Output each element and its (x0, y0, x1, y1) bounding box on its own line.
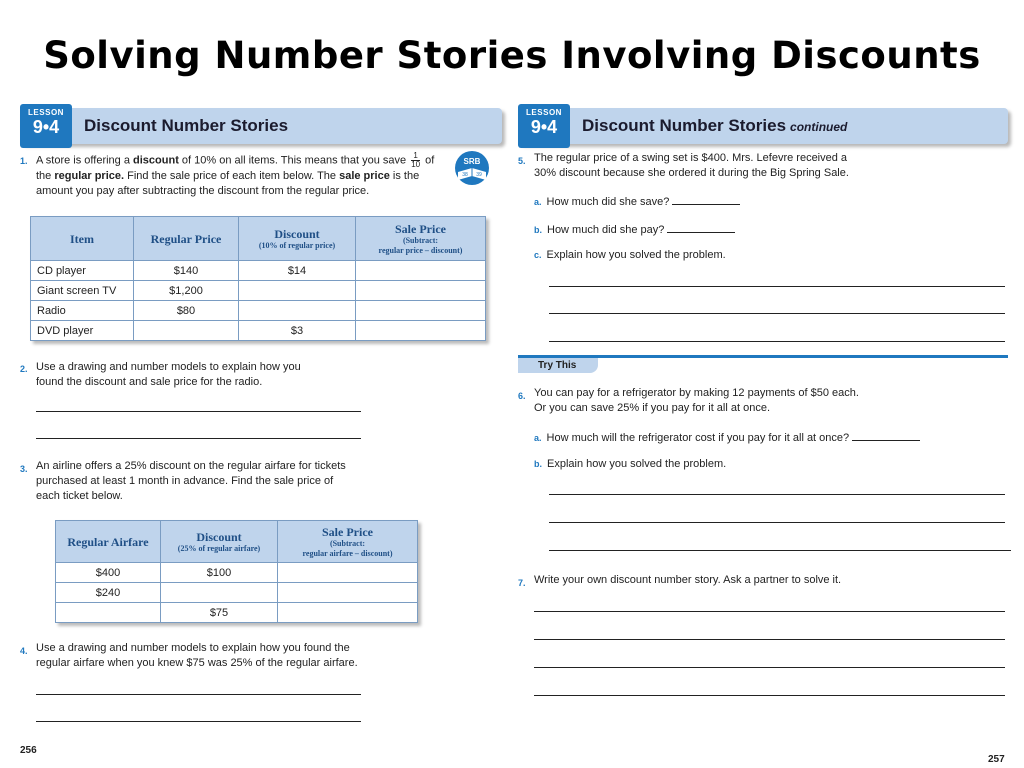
try-this-tab: Try This (518, 358, 598, 373)
q6-line-1: You can pay for a refrigerator by making 12 payments of $50 each. (534, 387, 859, 399)
q5c (534, 249, 726, 261)
table-row (31, 321, 486, 341)
cell-regular: $1,200 (134, 281, 239, 301)
th-airfare-sale-sub1: (Subtract: (329, 538, 366, 548)
q5a-label: a. (534, 197, 542, 207)
th-airfare-sale-main: Sale Price (322, 524, 373, 539)
cell-sale[interactable] (356, 301, 486, 321)
table-row (56, 563, 418, 583)
answer-line[interactable] (549, 550, 1011, 551)
q6b (534, 458, 726, 470)
lesson-banner (518, 108, 1008, 144)
answer-line[interactable] (36, 411, 361, 412)
q4-line-2: regular airfare when you knew $75 was 25% of the regular airfare. (36, 657, 358, 669)
th-discount (239, 217, 356, 261)
th-item (31, 217, 134, 261)
discount-table (30, 216, 486, 341)
q3-text (36, 459, 456, 504)
cell-regular: $80 (134, 301, 239, 321)
q4-number: 4. (20, 646, 28, 656)
q6b-label: b. (534, 459, 542, 469)
th-airfare-sale-sub2: regular airfare – discount) (302, 548, 393, 558)
cell-discount: $3 (239, 321, 356, 341)
answer-line[interactable] (36, 721, 361, 722)
page-number-left: 256 (20, 745, 37, 756)
th-regular-price (134, 217, 239, 261)
q6a-answer-blank[interactable] (852, 430, 920, 441)
th-airfare-label: Regular Airfare (67, 534, 149, 549)
th-airfare-discount (161, 521, 278, 563)
banner-title: Discount Number Stories (84, 116, 289, 135)
q5c-text: Explain how you solved the problem. (546, 249, 726, 261)
q1-text-d: the (36, 170, 55, 182)
q3-number: 3. (20, 464, 28, 474)
srb-page-2: 39 (476, 172, 482, 178)
th-airfare-discount-sub: (25% of regular airfare) (177, 543, 261, 553)
page-number-right: 257 (988, 754, 1005, 765)
th-item-label: Item (70, 231, 94, 246)
answer-line[interactable] (36, 438, 361, 439)
left-page (20, 108, 510, 758)
answer-line[interactable] (549, 522, 1005, 523)
q7-text: Write your own discount number story. Ask a partner to solve it. (534, 574, 842, 586)
right-page (518, 108, 1013, 765)
q5-line-1: The regular price of a swing set is $400. Mrs. Lefevre received a (534, 152, 848, 164)
cell-item: Giant screen TV (31, 281, 134, 301)
q6a-text: How much will the refrigerator cost if you pay for it all at once? (546, 432, 850, 444)
answer-line[interactable] (549, 341, 1005, 342)
lesson-word: LESSON (526, 108, 562, 117)
cell-item: Radio (31, 301, 134, 321)
th-airfare-discount-main: Discount (196, 529, 242, 544)
table-row (31, 261, 486, 281)
srb-book-icon (452, 150, 492, 186)
q1-text-f: is the (389, 170, 420, 182)
q1-text-g: amount you pay after subtracting the discount from the regular price. (36, 185, 370, 197)
th-sale-price (356, 217, 486, 261)
table-row (56, 583, 418, 603)
q4-line-1: Use a drawing and number models to explain how you found the (36, 642, 350, 654)
q1-fraction (411, 152, 420, 169)
cell-regular: $400 (56, 563, 161, 583)
q3-line-1: An airline offers a 25% discount on the regular airfare for tickets (36, 460, 346, 472)
slide-title: Solving Number Stories Involving Discounts (43, 34, 981, 77)
q6b-text: Explain how you solved the problem. (547, 458, 727, 470)
cell-regular: $140 (134, 261, 239, 281)
q5b (534, 222, 735, 236)
cell-discount[interactable] (239, 281, 356, 301)
cell-regular: $240 (56, 583, 161, 603)
th-regular-label: Regular Price (150, 231, 222, 246)
table-row (31, 301, 486, 321)
q2-text (36, 360, 456, 390)
table-row (31, 281, 486, 301)
th-discount-main: Discount (274, 226, 320, 241)
q5c-label: c. (534, 250, 542, 260)
q4-text (36, 641, 456, 671)
q1-regular-word: regular price. (54, 170, 125, 182)
q5b-label: b. (534, 225, 542, 235)
cell-sale[interactable] (356, 261, 486, 281)
answer-line[interactable] (549, 494, 1005, 495)
q5a-text: How much did she save? (546, 196, 670, 208)
airfare-table (55, 520, 418, 623)
q5-line-2: 30% discount because she ordered it during the Big Spring Sale. (534, 167, 849, 179)
answer-line[interactable] (534, 639, 1005, 640)
th-sale-main: Sale Price (395, 221, 446, 236)
q3-line-2: purchased at least 1 month in advance. Find the sale price of (36, 475, 334, 487)
q5b-text: How much did she pay? (547, 224, 665, 236)
q1-discount-word: discount (133, 154, 179, 167)
cell-regular[interactable] (56, 603, 161, 623)
srb-page-1: 38 (462, 172, 468, 178)
cell-discount[interactable] (239, 301, 356, 321)
q6-text (534, 386, 974, 416)
cell-regular[interactable] (134, 321, 239, 341)
cell-sale[interactable] (278, 583, 418, 603)
q1-text-a: A store is offering a (36, 154, 134, 167)
q2-line-1: Use a drawing and number models to explain how you (36, 361, 301, 373)
q1-text-b: of 10% on all items. This means that you save (178, 154, 407, 167)
q2-number: 2. (20, 364, 28, 374)
banner-title-text: Discount Number Stories (582, 116, 787, 135)
q3-line-3: each ticket below. (36, 490, 123, 502)
q6a (534, 430, 920, 444)
cell-item: CD player (31, 261, 134, 281)
q5b-answer-blank[interactable] (667, 222, 735, 233)
q2-line-2: found the discount and sale price for the radio. (36, 376, 263, 388)
q1-text-e: Find the sale price of each item below. The (124, 170, 340, 182)
th-discount-sub: (10% of regular price) (258, 240, 336, 250)
cell-sale[interactable] (356, 321, 486, 341)
th-sale-sub1: (Subtract: (402, 235, 439, 245)
lesson-badge (518, 104, 570, 148)
answer-line[interactable] (534, 695, 1005, 696)
banner-continued: continued (790, 120, 848, 134)
answer-line[interactable] (36, 694, 361, 695)
lesson-badge (20, 104, 72, 148)
q1-text-c: of (422, 154, 435, 167)
q7-number: 7. (518, 578, 526, 588)
q1-number: 1. (20, 156, 28, 166)
q6-line-2: Or you can save 25% if you pay for it all at once. (534, 402, 771, 414)
q6a-label: a. (534, 433, 542, 443)
answer-line[interactable] (534, 667, 1005, 668)
lesson-number: 9•4 (32, 117, 60, 137)
lesson-number: 9•4 (530, 117, 558, 137)
q5a-answer-blank[interactable] (672, 194, 740, 205)
th-airfare-sale (278, 521, 418, 563)
th-regular-airfare (56, 521, 161, 563)
q5a (534, 194, 740, 208)
q1-text (36, 152, 456, 199)
srb-label: SRB (463, 157, 481, 166)
q6-number: 6. (518, 391, 526, 401)
answer-line[interactable] (549, 286, 1005, 287)
q1-frac-den: 10 (411, 160, 421, 169)
q5-text (534, 151, 974, 181)
lesson-banner (20, 108, 502, 144)
cell-sale[interactable] (356, 281, 486, 301)
cell-item: DVD player (31, 321, 134, 341)
th-sale-sub2: regular price – discount) (378, 245, 463, 255)
q1-sale-word: sale price (339, 170, 390, 182)
cell-discount[interactable] (161, 583, 278, 603)
cell-discount: $75 (161, 603, 278, 623)
banner-title (582, 116, 847, 136)
table-row (56, 603, 418, 623)
lesson-word: LESSON (28, 108, 64, 117)
cell-discount: $100 (161, 563, 278, 583)
q1-frac-num: 1 (411, 152, 420, 161)
answer-line[interactable] (534, 611, 1005, 612)
cell-discount: $14 (239, 261, 356, 281)
cell-sale[interactable] (278, 563, 418, 583)
cell-sale[interactable] (278, 603, 418, 623)
answer-line[interactable] (549, 313, 1005, 314)
q5-number: 5. (518, 156, 526, 166)
